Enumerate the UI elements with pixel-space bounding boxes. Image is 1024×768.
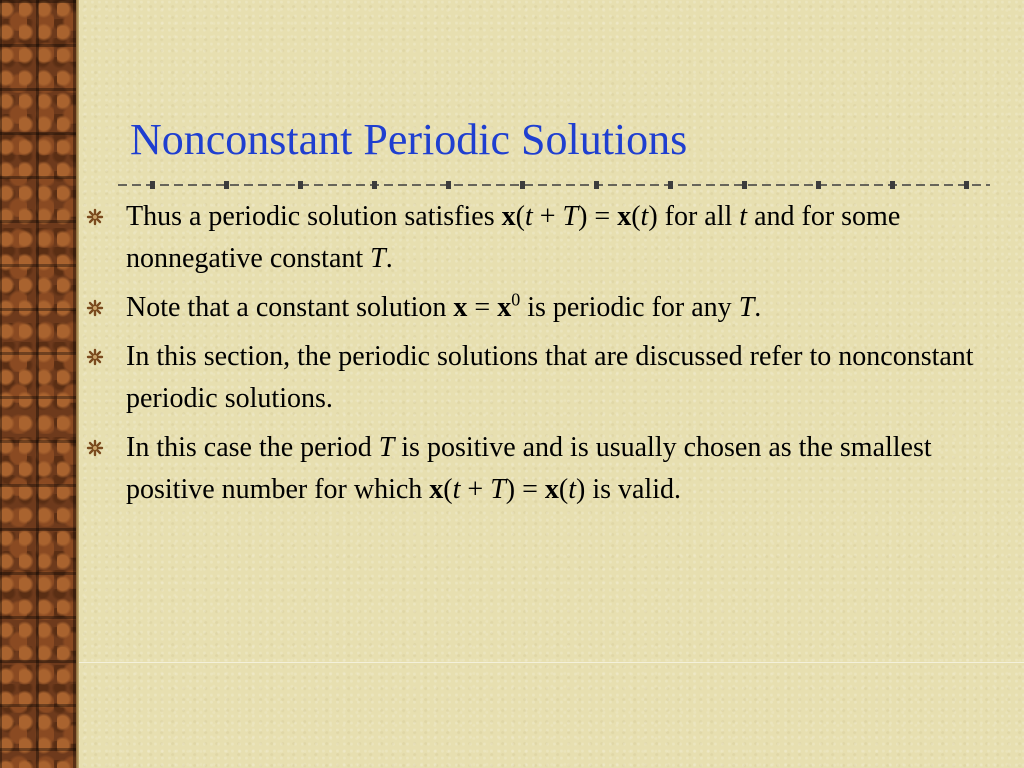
title-divider [118,177,990,193]
bullet-list [86,196,996,518]
asterisk-snowflake-icon [86,299,104,317]
footer-divider [79,662,1024,663]
asterisk-snowflake-icon [86,208,104,226]
bullet-text: In this section, the periodic solutions that are discussed refer to nonconstant periodic solutions. [126,341,974,414]
bullet-item [86,427,996,511]
bullet-text: Thus a periodic solution satisfies x(t + T) = x(t) for all t and for some nonnegative constant T. [126,201,901,274]
asterisk-snowflake-icon [86,439,104,457]
border-edge [76,0,79,768]
slide-title: Nonconstant Periodic Solutions [130,115,688,164]
bullet-text: Note that a constant solution $x = x^0$ is periodic for any T. [126,289,762,323]
bullet-text: In this case the period T is positive and is usually chosen as the smallest positive number for which x(t + T) = x(t) is valid. [126,432,932,505]
bullet-item [86,287,996,329]
bullet-item [86,196,996,280]
asterisk-snowflake-icon [86,348,104,366]
bullet-item [86,336,996,420]
decorative-stone-border [0,0,76,768]
